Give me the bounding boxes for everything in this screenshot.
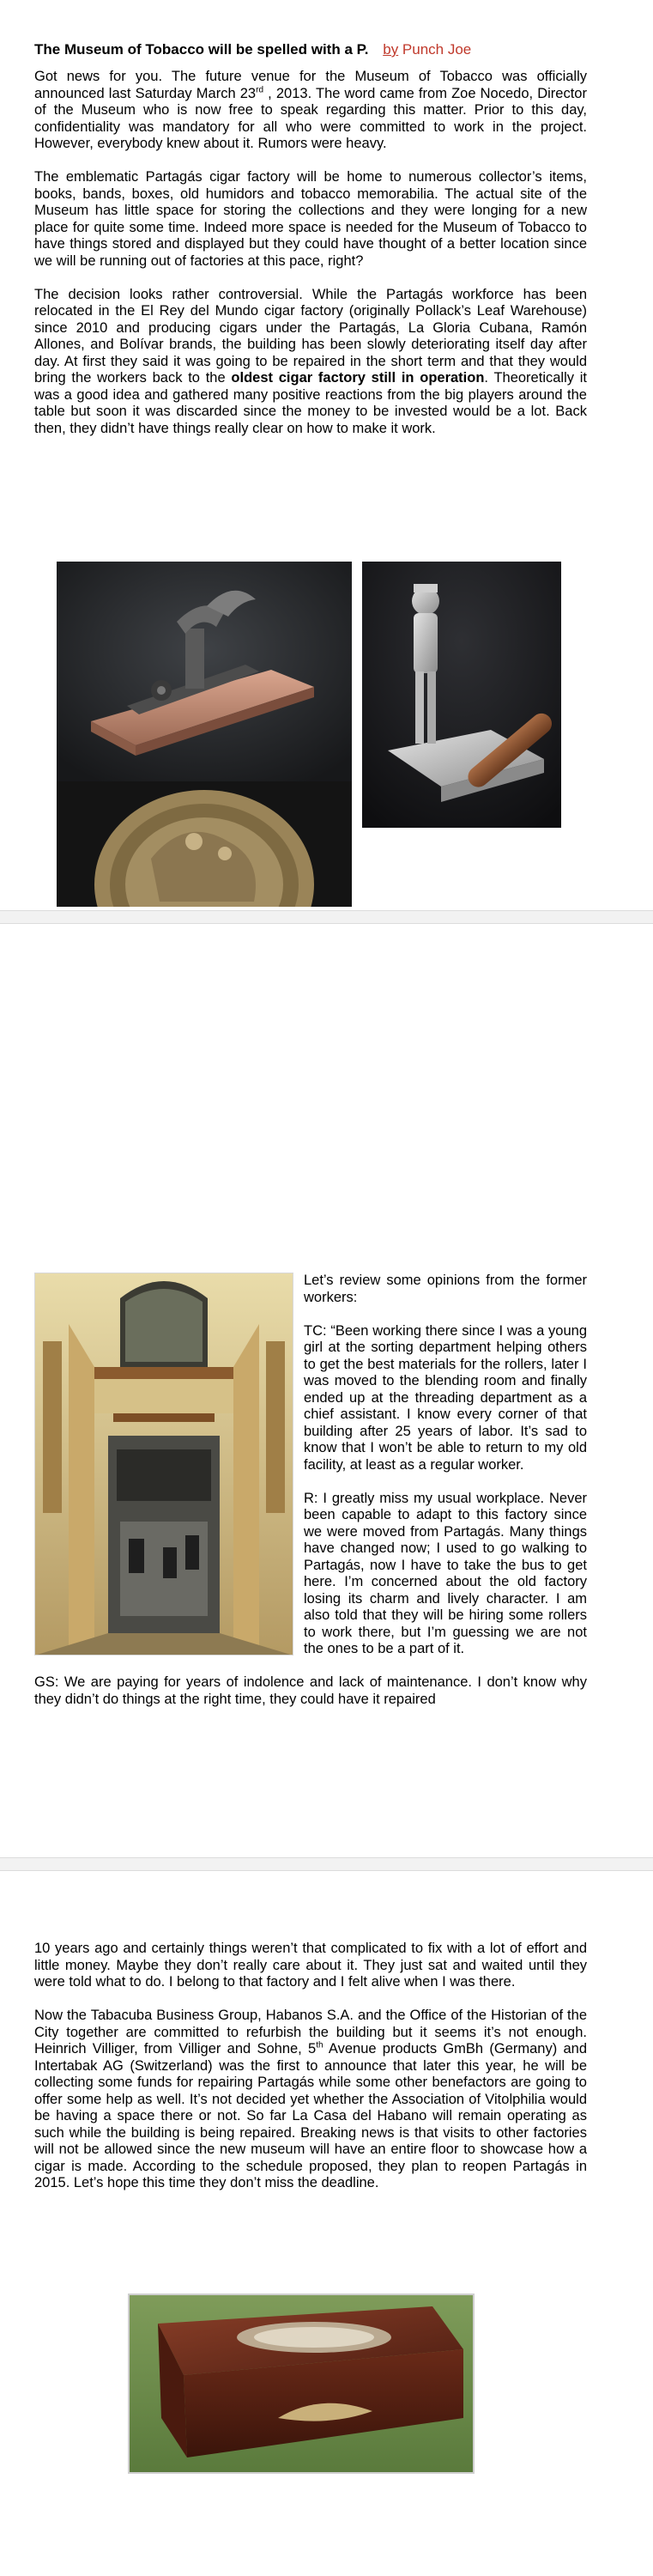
author-byline[interactable]: by Punch Joe — [383, 41, 472, 58]
paragraph-collections: The emblematic Partagás cigar factory will be home to numerous collector’s items, books, bands, boxes, old humidors and tobacco memorabilia. The actual site of the Museum has little space for storing the collections and they were longing for a new place for quite some time. Indeed more space is needed for the Museum of Tobacco to have things stored and displayed but they could have thought of a better location since we will be running out of factories at this pace, right? — [34, 169, 587, 269]
paragraph-tc-quote: TC: “Been working there since I was a young girl at the sorting department helping others to get the best materials for the rollers, later I was moved to the blending room and finally ended up at the threading department as a chief assistant. I know every corner of that building after 25 years of labor. It’s sad to know that I won’t be able to return to my old facility, at least as a regular worker. — [304, 1322, 587, 1473]
paragraph-gs-quote: GS: We are paying for years of indolence and lack of maintenance. I don’t know why they didn’t do things at the right time, they could have it repaired — [34, 1674, 587, 1707]
article-title: The Museum of Tobacco will be spelled with a P. by Punch Joe — [34, 41, 472, 58]
photo-antique-humidor — [124, 2289, 479, 2478]
photo-embossed-plate — [57, 781, 352, 907]
paragraph-controversy: The decision looks rather controversial. While the Partagás workforce has been relocated in the El Rey del Mundo cigar factory (originally Pollack’s Leaf Warehouse) since 2010 and producing cigars under the Partagás, La Gloria Cubana, Ramón Allones, and Bolívar brands, the building has been slowly deteriorating itself day after day. At first they said it was going to be repaired in the short term and that they would bring the workers back to the oldest cigar factory still in operation. Theoretically it was a good idea and gathered many positive reactions from the big players around the table but soon it was discarded since the money to be invested would be a lot. Back then, they didn’t have things really clear on how to make it work. — [34, 286, 587, 436]
paragraph-r-quote: R: I greatly miss my usual workplace. Never been capable to adapt to this factory since we were moved from Partagás. Many things have changed now; I used to go walking to Partagás, now I have to take the bus to get here. I’m concerned about the old factory losing its charm and lively character. I am also told that they will be hiring some rollers to work there, but I’m guessing we are not the ones to be a part of it. — [304, 1490, 587, 1656]
photo-cigar-cutter — [57, 562, 352, 781]
photo-figurine-ashtray — [362, 562, 561, 828]
paragraph-announcement: Got news for you. The future venue for the Museum of Tobacco was officially announced last Saturday March 23rd , 2013. The word came from Zoe Nocedo, Director of the Museum who is now free to speak regarding this matter. Prior to this day, confidentiality was mandatory for all who were committed to work in the project. However, everybody knew about it. Rumors were heavy. — [34, 69, 587, 151]
article-body-page-1 — [34, 69, 587, 437]
paragraph-gs-quote-continued: 10 years ago and certainly things weren’t that complicated to fix with a lot of effort and little money. Maybe they don’t really care about it. They just sat and waited until they were told what to do. I belong to that factory and I felt alive when I was there. — [34, 1941, 587, 1990]
article-body-page-2 — [34, 1273, 587, 1708]
page-separator — [0, 910, 653, 924]
photo-factory-atrium — [34, 1273, 293, 1656]
paragraph-intro-opinions: Let’s review some opinions from the former workers: — [304, 1273, 587, 1305]
page-separator — [0, 1857, 653, 1871]
article-body-page-3 — [34, 1941, 587, 2192]
paragraph-refurbishment: Now the Tabacuba Business Group, Habanos S.A. and the Office of the Historian of the City together are committed to refurbish the building but it seems it’s not enough. Heinrich Villiger, from Villiger and Sohne, 5th Avenue products GmBh (Germany) and Intertabak AG (Switzerland) was the first to announce that later this year, he will be collecting some funds for repairing Partagás while some other benefactors are going to offer some help as well. It’s not decided yet whether the Association of Vitolphilia would be having a space there or not. So far La Casa del Habano will remain operating as such while the building is being repaired. Breaking news is that visits to other factories will not be allowed since the new museum will have an entire floor to showcase how a cigar is made. According to the schedule proposed, they plan to reopen Partagás in 2015. Let’s hope this time they don’t miss the deadline. — [34, 2008, 587, 2190]
